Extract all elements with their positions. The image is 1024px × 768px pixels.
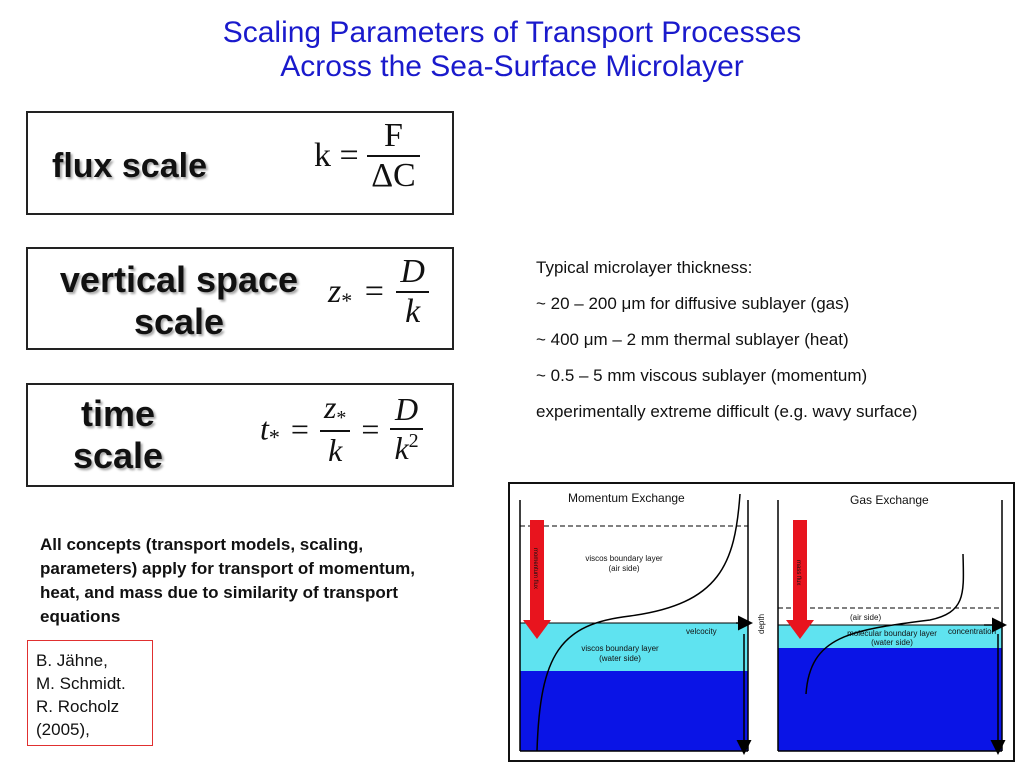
page-title — [0, 16, 1024, 84]
note-line: ~ 400 μm – 2 mm thermal sublayer (heat) — [536, 330, 849, 349]
microlayer-notes — [536, 250, 1016, 430]
gas-air-side-label: (air side) — [850, 613, 882, 622]
vertical-space-scale-label — [44, 259, 314, 343]
air-layer-label-1: viscos boundary layer — [585, 554, 663, 563]
boundary-layer-diagram — [510, 484, 1013, 760]
flux-scale-label: flux scale — [52, 147, 207, 185]
time-denominator-2 — [390, 428, 422, 467]
time-equation — [260, 389, 423, 469]
citation-line: M. Schmidt. — [36, 674, 126, 693]
vertical-space-scale-box — [26, 247, 454, 350]
concepts-paragraph: All concepts (transport models, scaling, parameters) apply for transport of momentum, heat, and mass due to similarity of transport equations — [40, 535, 416, 626]
time-lhs-sub: * — [268, 424, 280, 450]
time-fraction-2 — [390, 391, 422, 467]
time-eq-1: = — [290, 410, 309, 447]
velocity-label: velcocity — [686, 627, 717, 636]
flux-lhs: k = — [314, 137, 359, 174]
flux-scale-box — [26, 111, 454, 215]
vertical-fraction — [396, 253, 429, 331]
time-scale-label — [48, 393, 188, 477]
time-numerator-1 — [320, 389, 350, 430]
air-layer-label-2: (air side) — [608, 564, 640, 573]
gas-deep-water-layer — [778, 648, 1002, 751]
citation-box — [27, 640, 153, 746]
deep-water-layer — [520, 671, 748, 751]
vertical-label-line-2: scale — [133, 301, 225, 342]
momentum-flux-label: momentum flux — [532, 548, 538, 590]
vertical-lhs-sub: * — [341, 287, 353, 313]
time-fraction-1 — [320, 389, 350, 469]
vertical-numerator: D — [400, 253, 425, 290]
gas-exchange-panel — [778, 493, 1004, 752]
mass-flux-label: mass flux — [795, 560, 801, 586]
time-num1-sub: * — [336, 407, 347, 429]
water-layer-label-2: (water side) — [599, 654, 641, 663]
momentum-exchange-panel — [520, 491, 766, 752]
time-den2-var: k — [394, 430, 409, 466]
title-line-2: Across the Sea-Surface Microlayer — [280, 50, 744, 83]
time-num1-var: z — [323, 389, 337, 425]
time-scale-box — [26, 383, 454, 487]
time-den2-exp: 2 — [408, 430, 419, 452]
time-lhs-var: t — [260, 410, 269, 447]
momentum-title: Momentum Exchange — [568, 491, 685, 505]
time-numerator-2: D — [394, 391, 419, 427]
citation-line: (2005), — [36, 720, 90, 739]
vertical-lhs-var: z — [328, 273, 342, 310]
time-label-line-2: scale — [72, 435, 164, 476]
title-line-1: Scaling Parameters of Transport Processes — [222, 16, 802, 49]
water-layer-label-1: viscos boundary layer — [581, 644, 659, 653]
time-label-line-1: time — [80, 393, 156, 434]
vertical-eq: = — [364, 273, 384, 310]
time-eq-2: = — [361, 410, 380, 447]
molecular-layer-label-1: molecular boundary layer — [847, 629, 937, 638]
molecular-layer-label-2: (water side) — [871, 638, 913, 647]
flux-numerator: F — [384, 117, 403, 154]
flux-equation — [314, 117, 420, 195]
citation-line: R. Rocholz — [36, 697, 120, 716]
note-line: ~ 0.5 – 5 mm viscous sublayer (momentum) — [536, 366, 868, 385]
note-line: Typical microlayer thickness: — [536, 258, 753, 277]
flux-denominator: ΔC — [367, 155, 420, 195]
note-line: ~ 20 – 200 μm for diffusive sublayer (gas) — [536, 294, 850, 313]
vertical-denominator: k — [396, 291, 429, 331]
note-line: experimentally extreme difficult (e.g. wavy surface) — [536, 402, 918, 421]
time-denominator-1: k — [320, 430, 350, 469]
vertical-label-line-1: vertical space — [59, 259, 299, 300]
concentration-label: concentration — [948, 627, 997, 636]
boundary-layer-figure — [508, 482, 1015, 762]
vertical-equation — [328, 253, 429, 331]
gas-title: Gas Exchange — [850, 493, 929, 507]
depth-label: depth — [757, 613, 766, 634]
citation-line: B. Jähne, — [36, 651, 108, 670]
flux-fraction — [367, 117, 420, 195]
